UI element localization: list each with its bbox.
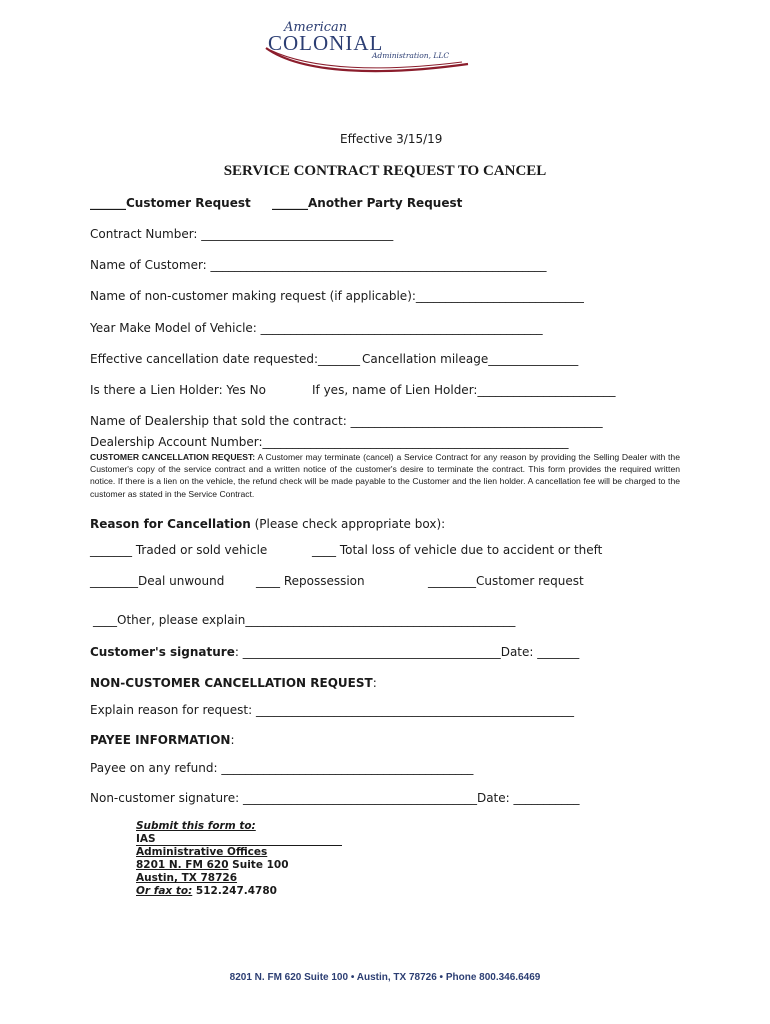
- cancellation-mileage-field[interactable]: Cancellation mileage_______________: [362, 352, 579, 366]
- submit-address: [136, 859, 289, 871]
- page-footer: 8201 N. FM 620 Suite 100 • Austin, TX 78726 • Phone 800.346.6469: [229, 972, 541, 983]
- cancellation-date-field[interactable]: Effective cancellation date requested:_______: [90, 352, 361, 366]
- reason-deal-unwound-option[interactable]: ________Deal unwound: [90, 574, 225, 588]
- customer-signature-label: Customer's signature: [90, 645, 235, 659]
- logo-administration-text: Administration, LLC: [372, 51, 450, 60]
- submit-offices: Administrative Offices: [136, 846, 268, 858]
- effective-date-text: Effective 3/15/19: [340, 132, 443, 146]
- another-party-request-option[interactable]: ______Another Party Request: [272, 196, 463, 210]
- submit-fax-label: Or fax to:: [136, 885, 193, 897]
- logo-american-text: American: [284, 20, 348, 35]
- submit-city: Austin, TX 78726: [136, 872, 238, 884]
- non-customer-signature-field[interactable]: Non-customer signature: _______________________________________Date: ___________: [90, 791, 580, 805]
- reason-repossession-option[interactable]: ____ Repossession: [256, 574, 365, 588]
- non-customer-colon: :: [372, 676, 377, 690]
- vehicle-field[interactable]: Year Make Model of Vehicle: _______________________________________________: [90, 321, 543, 335]
- reason-heading: Reason for Cancellation: [90, 517, 251, 531]
- dealership-account-field[interactable]: Dealership Account Number:___________________________________________________: [90, 435, 569, 449]
- contract-number-field[interactable]: Contract Number: ________________________________: [90, 227, 394, 241]
- customer-cancellation-notice: [90, 451, 680, 500]
- company-logo: [262, 18, 472, 76]
- reason-heading-row: [90, 517, 445, 531]
- reason-total-loss-option[interactable]: ____ Total loss of vehicle due to accident or theft: [312, 543, 603, 557]
- reason-traded-option[interactable]: _______ Traded or sold vehicle: [90, 543, 268, 557]
- explain-reason-field[interactable]: Explain reason for request: _____________________________________________________: [90, 703, 574, 717]
- customer-signature-field[interactable]: [90, 645, 579, 659]
- customer-request-option[interactable]: ______Customer Request: [90, 196, 251, 210]
- payee-colon: :: [230, 733, 235, 747]
- logo-colonial-text: COLONIAL: [268, 31, 384, 55]
- non-customer-heading: NON-CUSTOMER CANCELLATION REQUEST: [90, 676, 373, 690]
- submit-fax: [136, 885, 277, 897]
- non-customer-name-field[interactable]: Name of non-customer making request (if applicable):____________________________: [90, 289, 584, 303]
- submit-suite: Suite 100: [228, 859, 289, 871]
- dealership-name-field[interactable]: Name of Dealership that sold the contract: __________________________________________: [90, 414, 603, 428]
- non-customer-heading-row: [90, 676, 377, 690]
- lien-holder-name-field[interactable]: If yes, name of Lien Holder:_______________________: [312, 383, 616, 397]
- payee-heading-row: [90, 733, 234, 747]
- submit-ias: IAS: [136, 833, 342, 846]
- reason-hint: (Please check appropriate box):: [250, 517, 446, 531]
- payee-heading: PAYEE INFORMATION: [90, 733, 231, 747]
- reason-customer-request-option[interactable]: ________Customer request: [428, 574, 584, 588]
- page-title: SERVICE CONTRACT REQUEST TO CANCEL: [223, 163, 547, 179]
- lien-holder-question[interactable]: Is there a Lien Holder: Yes No: [90, 383, 266, 397]
- payee-refund-field[interactable]: Payee on any refund: __________________________________________: [90, 761, 474, 775]
- notice-heading: CUSTOMER CANCELLATION REQUEST:: [90, 452, 256, 462]
- customer-name-field[interactable]: Name of Customer: ________________________________________________________: [90, 258, 547, 272]
- submit-heading: Submit this form to:: [136, 820, 256, 832]
- notice-body: A Customer may terminate (cancel) a Service Contract for any reason by providing the Selling Dealer with the Customer's copy of the service contract and a written notice of the customer's desire to terminate the contract. This form provides the required written notice. If there is a lien on the vehicle, the refund check will be made payable to the Customer and the lien holder. A cancellation fee will be charged to the customer as stated in the Service Contract.: [90, 452, 680, 499]
- submit-fax-number: 512.247.4780: [192, 885, 277, 897]
- reason-other-field[interactable]: ____Other, please explain_____________________________________________: [93, 613, 516, 627]
- customer-signature-line: : ___________________________________________Date: _______: [234, 645, 580, 659]
- submit-street: 8201 N. FM 620: [136, 859, 229, 871]
